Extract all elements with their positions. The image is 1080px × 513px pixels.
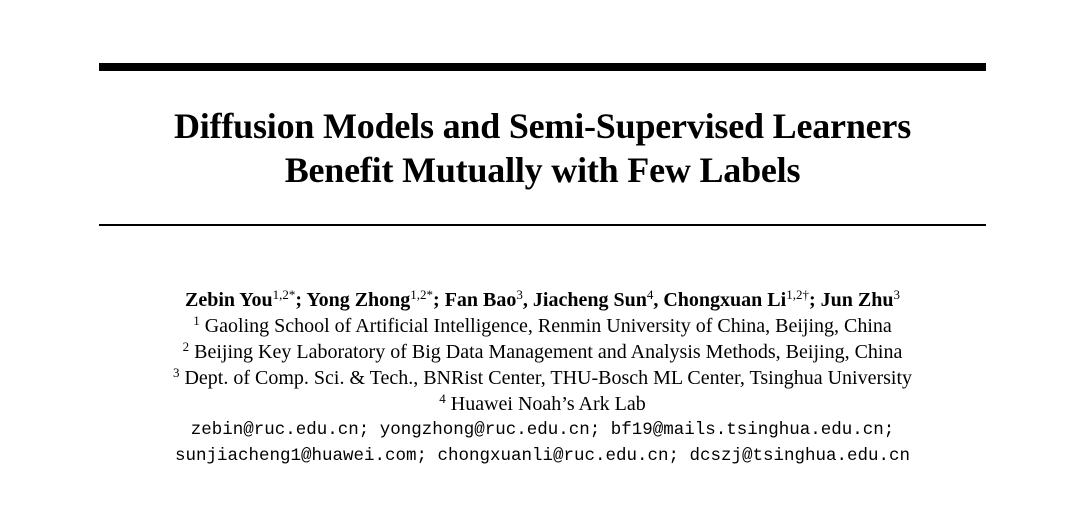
paper-title [99,104,986,192]
author-separator: ; [295,289,303,311]
affiliation-number: 1 [193,313,200,328]
author-name: Fan Bao [444,289,517,311]
affiliation-line [60,339,1025,365]
author-affiliation-marks: 3 [516,287,523,302]
author-name: Jiacheng Sun [532,289,647,311]
affiliation-number: 2 [182,339,190,354]
author-separator: , [522,289,528,311]
author-affiliation-marks: 1,2† [786,287,809,302]
author-separator: ; [808,289,816,311]
author-affiliation-marks: 4 [646,287,654,302]
author-block [60,287,1025,469]
affiliation-line [60,365,1025,391]
affiliation-text: Dept. of Comp. Sci. & Tech., BNRist Center, THU-Bosch ML Center, Tsinghua University [184,367,913,389]
author-list [60,287,1025,313]
affiliation-line [60,313,1025,339]
title-line-1: Diffusion Models and Semi-Supervised Learners [173,106,912,146]
author-separator: , [653,289,659,311]
affiliation-text: Beijing Key Laboratory of Big Data Management and Analysis Methods, Beijing, China [194,341,903,363]
email-line-1: zebin@ruc.edu.cn; yongzhong@ruc.edu.cn; bf19@mails.tsinghua.edu.cn; [190,420,895,440]
author-name: Chongxuan Li [663,289,787,311]
affiliation-text: Huawei Noah’s Ark Lab [450,393,646,415]
bottom-rule [99,224,986,226]
author-affiliation-marks: 1,2* [272,287,296,302]
author-name: Zebin You [185,289,273,311]
affiliation-line [60,391,1025,417]
email-line-2: sunjiacheng1@huawei.com; chongxuanli@ruc.edu.cn; dcszj@tsinghua.edu.cn [174,446,911,466]
affiliation-number: 3 [172,365,180,380]
author-affiliation-marks: 1,2* [410,287,434,302]
author-name: Yong Zhong [306,289,411,311]
top-rule [99,63,986,71]
author-affiliation-marks: 3 [893,287,900,302]
title-line-2: Benefit Mutually with Few Labels [284,150,801,190]
affiliation-number: 4 [439,391,446,406]
author-name: Jun Zhu [820,289,894,311]
author-separator: ; [433,289,440,311]
affiliation-text: Gaoling School of Artificial Intelligence, Renmin University of China, Beijing, China [204,315,892,337]
